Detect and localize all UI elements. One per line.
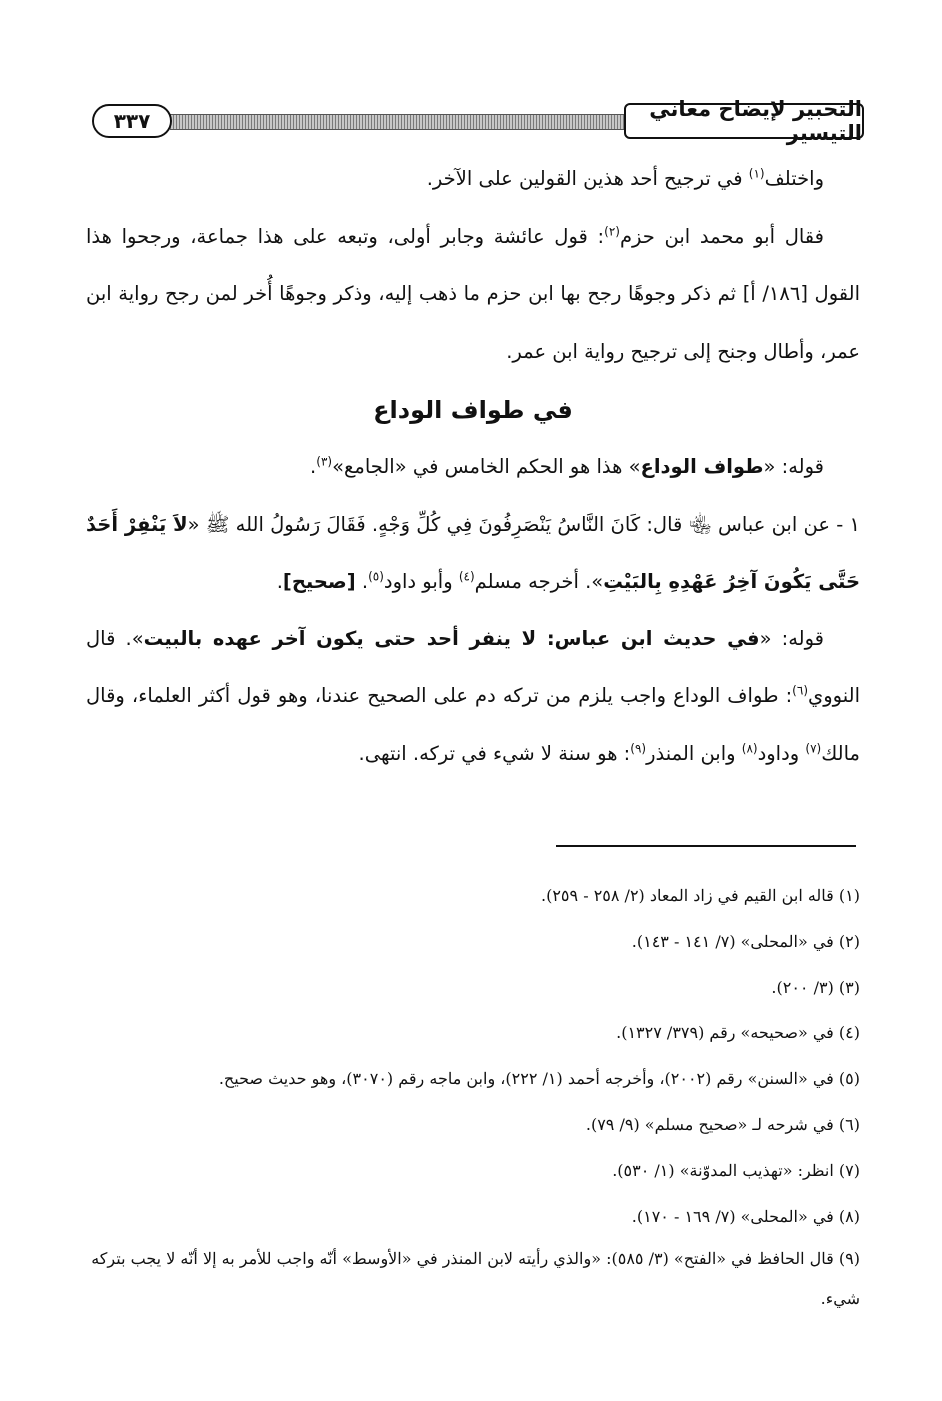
text: . [355,569,369,593]
page-number: ٣٣٧ [92,104,172,138]
bold-quote: في حديث ابن عباس: لا ينفر أحد حتى يكون آخر عهده بالبيت [143,626,760,650]
footnote-4: (٤) في «صحيحه» رقم (٣٧٩/ ١٣٢٧). [616,1023,860,1043]
paragraph-1 [86,150,860,208]
text: قوله: « [763,455,824,478]
footnote-separator [556,845,856,847]
footnote-ref-7[interactable]: (٧) [805,741,822,755]
paragraph-5 [86,610,860,783]
text: ١ - عن ابن عباس ﵄ قال: كَانَ النَّاسُ يَنْصَرِفُونَ فِي كُلِّ وَجْهٍ. فَقَالَ رَسُولُ الله ﷺ « [187,512,860,536]
text: . [276,569,283,593]
footnote-ref-2[interactable]: (٢) [604,224,620,238]
footnote-9: (٩) قال الحافظ في «الفتح» (٣/ ٥٨٥): «والذي رأيته لابن المنذر في «الأوسط» أنّه واجب للأمر به إلا أنّه لا يجب بتركه شيء. [91,1249,860,1309]
paragraph-3 [86,438,860,496]
hadith-grade: [صحيح] [282,569,356,593]
book-title: التحبير لإيضاح معاني التيسير [624,103,864,139]
footnote-ref-9[interactable]: (٩) [630,741,647,755]
footnote-5: (٥) في «السنن» رقم (٢٠٠٢)، وأخرجه أحمد (١/ ٢٢٢)، وابن ماجه رقم (٣٠٧٠)، وهو حديث صحيح. [218,1069,860,1089]
text: فقال أبو محمد ابن حزم [619,224,824,248]
header-ornament-band [170,114,628,130]
text: . [310,455,317,478]
page-header [88,97,864,146]
paragraph-2 [86,208,860,381]
footnote-ref-1[interactable]: (١) [748,166,765,181]
text: في ترجيح أحد هذين القولين على الآخر. [426,167,749,190]
footnote-ref-5[interactable]: (٥) [368,569,384,583]
footnotes [82,873,860,1319]
footnote-ref-6[interactable]: (٦) [792,683,808,698]
text: وأبو داود [383,569,459,593]
text: : طواف الوداع واجب يلزم من تركه دم على الصحيح عندنا، وهو قول أكثر العلماء، وقال مالك [86,684,860,765]
bold-term: طواف الوداع [640,455,764,478]
hadith-paragraph [86,496,860,610]
text: ». أخرجه مسلم [474,569,604,593]
footnote-ref-4[interactable]: (٤) [458,569,475,583]
footnote-7: (٧) انظر: «تهذيب المدوّنة» (١/ ٥٣٠). [612,1160,860,1180]
text: : هو سنة لا شيء في تركه. انتهى. [358,741,631,765]
footnote-6: (٦) في شرحه لـ «صحيح مسلم» (٩/ ٧٩). [585,1114,860,1134]
text: وابن المنذر [646,741,742,765]
text: » هذا هو الحكم الخامس في «الجامع» [332,455,641,478]
hadith-text: لاَ يَنْفِرْ أَحَدٌ حَتَّى يَكُونَ آخِرُ عَهْدِهِ بِالبَيْتِ [86,512,860,593]
text: واختلف [764,167,824,190]
footnote-ref-8[interactable]: (٨) [741,741,758,755]
text: : قول عائشة وجابر أولى، وتبعه على هذا جماعة، ورجحوا هذا القول [١٨٦/ أ] ثم ذكر وجوهًا رجح بها ابن حزم ما ذهب إليه، وذكر وجوهًا أُخر لمن رجح رواية ابن عمر، وأطال وجنح إلى ترجيح رواية ابن عمر. [86,224,860,363]
footnote-2: (٢) في «المحلى» (٧/ ١٤١ - ١٤٣). [631,931,860,951]
footnote-1: (١) قاله ابن القيم في زاد المعاد (٢/ ٢٥٨ - ٢٥٩). [541,886,860,905]
text: قوله: « [759,626,824,650]
footnote-ref-3[interactable]: (٣) [316,454,333,469]
footnote-3: (٣) (٣/ ٢٠٠). [771,977,860,997]
text: ». قال النووي [86,626,860,707]
text: وداود [757,741,806,765]
section-heading: في طواف الوداع [373,396,573,424]
main-text [86,150,860,782]
footnote-8: (٨) في «المحلى» (٧/ ١٦٩ - ١٧٠). [631,1206,860,1226]
